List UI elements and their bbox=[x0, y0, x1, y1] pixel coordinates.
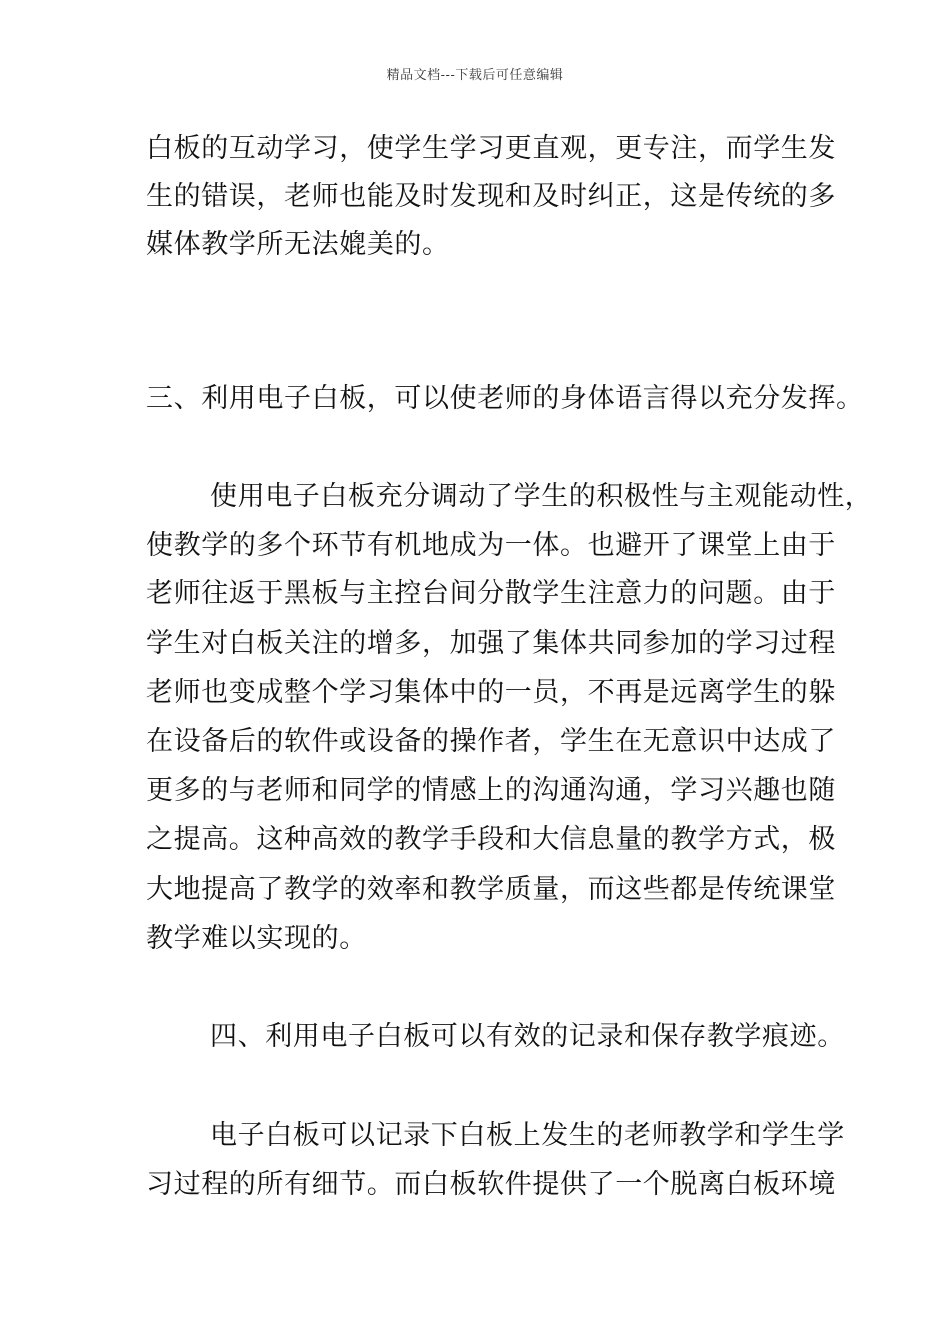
text-line: 习过程的所有细节。而白板软件提供了一个脱离白板环境 bbox=[146, 1169, 836, 1200]
text-line: 在设备后的软件或设备的操作者，学生在无意识中达成了 bbox=[146, 726, 836, 757]
page-header: 精品文档---下载后可任意编辑 bbox=[386, 68, 564, 83]
text-line: 白板的互动学习，使学生学习更直观，更专注，而学生发 bbox=[146, 133, 836, 164]
text-line: 媒体教学所无法媲美的。 bbox=[146, 229, 450, 260]
text-line: 老师往返于黑板与主控台间分散学生注意力的问题。由于 bbox=[146, 578, 836, 609]
text-line: 老师也变成整个学习集体中的一员，不再是远离学生的躲 bbox=[146, 677, 836, 708]
text-line: 使用电子白板充分调动了学生的积极性与主观能动性， bbox=[210, 481, 873, 512]
text-line: 电子白板可以记录下白板上发生的老师教学和学生学 bbox=[210, 1120, 845, 1151]
text-line: 使教学的多个环节有机地成为一体。也避开了课堂上由于 bbox=[146, 530, 836, 561]
text-line: 大地提高了教学的效率和教学质量，而这些都是传统课堂 bbox=[146, 874, 836, 905]
section-heading-four: 四、利用电子白板可以有效的记录和保存教学痕迹。 bbox=[210, 1021, 845, 1052]
text-line: 学生对白板关注的增多，加强了集体共同参加的学习过程 bbox=[146, 628, 836, 659]
text-line: 之提高。这种高效的教学手段和大信息量的教学方式，极 bbox=[146, 824, 836, 855]
text-line: 生的错误，老师也能及时发现和及时纠正，这是传统的多 bbox=[146, 181, 836, 212]
text-line: 教学难以实现的。 bbox=[146, 923, 367, 954]
section-heading-three: 三、利用电子白板，可以使老师的身体语言得以充分发挥。 bbox=[146, 383, 864, 414]
text-line: 更多的与老师和同学的情感上的沟通沟通，学习兴趣也随 bbox=[146, 775, 836, 806]
